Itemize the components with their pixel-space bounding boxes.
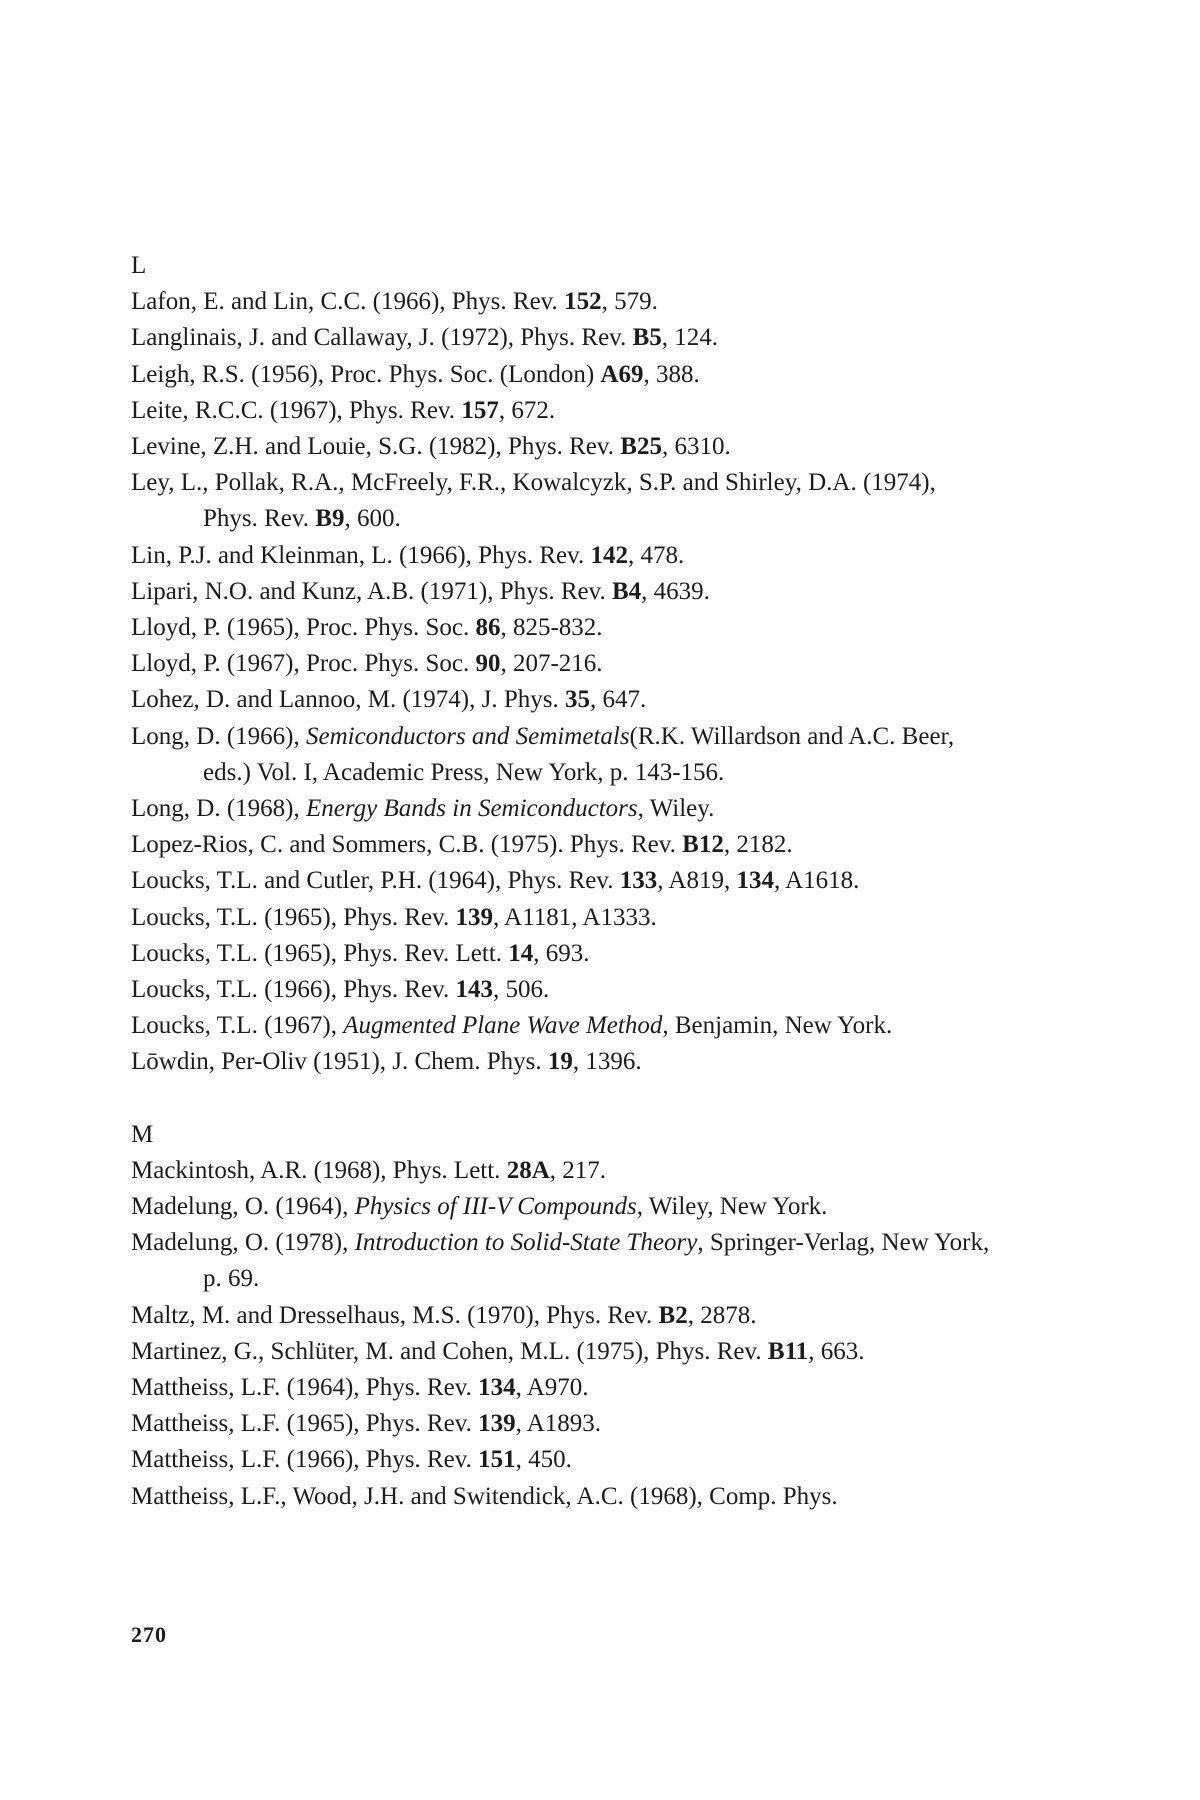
citation-text: , 478. <box>627 541 685 569</box>
citation-text: Loucks, T.L. and Cutler, P.H. (1964), Phys. Rev. <box>131 867 620 895</box>
reference-entry <box>131 646 991 682</box>
volume-number: B11 <box>767 1337 809 1365</box>
citation-text: (R.K. Willardson and A.C. Beer, eds.) Vol. I, Academic Press, New York, p. 143-156. <box>203 722 955 786</box>
citation-text: , A1893. <box>515 1410 602 1438</box>
reference-entry <box>131 682 991 718</box>
citation-text: Long, D. (1968), <box>131 795 306 823</box>
citation-text: Levine, Z.H. and Louie, S.G. (1982), Phys. Rev. <box>131 433 621 460</box>
volume-number: 143 <box>455 976 494 1004</box>
reference-entry <box>131 429 991 465</box>
volume-number: B5 <box>632 324 662 352</box>
book-title: Semiconductors and Semimetals <box>305 722 630 750</box>
citation-text: Loucks, T.L. (1965), Phys. Rev. <box>131 903 456 931</box>
citation-text: Lloyd, P. (1965), Proc. Phys. Soc. <box>131 614 476 642</box>
reference-entry <box>131 574 991 610</box>
citation-text: , Benjamin, New York. <box>662 1012 893 1040</box>
volume-number: B2 <box>658 1301 688 1329</box>
citation-text: , 2878. <box>687 1301 757 1329</box>
reference-entry <box>131 791 991 827</box>
citation-text: , 506. <box>493 976 550 1004</box>
citation-text: Martinez, G., Schlüter, M. and Cohen, M.L. (1975), Phys. Rev. <box>131 1337 768 1365</box>
reference-entry <box>131 465 991 537</box>
volume-number: B9 <box>315 505 345 533</box>
reference-entry <box>131 863 991 899</box>
citation-text: , Wiley, New York. <box>636 1193 828 1221</box>
citation-text: Lipari, N.O. and Kunz, A.B. (1971), Phys. Rev. <box>131 577 612 605</box>
citation-text: , 1396. <box>572 1048 642 1076</box>
citation-text: Lafon, E. and Lin, C.C. (1966), Phys. Rev. <box>131 288 565 316</box>
volume-number: 152 <box>564 288 602 316</box>
volume-number: B12 <box>682 831 724 859</box>
citation-text: , A970. <box>515 1374 589 1402</box>
reference-entry <box>131 1370 991 1406</box>
reference-entry <box>131 538 991 574</box>
volume-number: 133 <box>619 867 658 895</box>
volume-number: 151 <box>478 1446 516 1474</box>
volume-number: 35 <box>564 686 590 714</box>
reference-entry <box>131 393 991 429</box>
volume-number: 14 <box>508 939 534 967</box>
citation-text: , Springer-Verlag, New York, p. 69. <box>203 1229 990 1293</box>
citation-text: Leite, R.C.C. (1967), Phys. Rev. <box>131 396 462 424</box>
reference-entry <box>131 1334 991 1370</box>
citation-text: , 579. <box>601 288 658 316</box>
volume-number: 90 <box>475 650 501 678</box>
citation-text: , 217. <box>549 1156 606 1184</box>
citation-text: Mattheiss, L.F. (1966), Phys. Rev. <box>131 1446 479 1474</box>
reference-entry <box>131 972 991 1008</box>
page-number: 270 <box>131 1622 167 1647</box>
reference-entry <box>131 719 991 791</box>
citation-text: Mattheiss, L.F. (1964), Phys. Rev. <box>131 1374 479 1402</box>
reference-entry <box>131 1153 991 1189</box>
book-title: Introduction to Solid-State Theory <box>354 1229 698 1257</box>
volume-number: B25 <box>620 433 662 460</box>
citation-text: Lōwdin, Per-Oliv (1951), J. Chem. Phys. <box>131 1048 548 1076</box>
citation-text: Mackintosh, A.R. (1968), Phys. Lett. <box>131 1156 507 1184</box>
citation-text: Lohez, D. and Lannoo, M. (1974), J. Phys. <box>131 686 565 714</box>
reference-entry <box>131 320 991 356</box>
citation-text: Long, D. (1966), <box>131 722 306 750</box>
reference-entry <box>131 1044 991 1080</box>
citation-text: , 693. <box>533 939 590 967</box>
reference-entry <box>131 1189 991 1225</box>
citation-text: , 672. <box>498 396 556 424</box>
reference-entry <box>131 900 991 936</box>
volume-number: 139 <box>478 1410 516 1438</box>
reference-entry <box>131 1008 991 1044</box>
section-gap <box>131 1081 991 1117</box>
reference-entry <box>131 610 991 646</box>
reference-entry <box>131 284 991 320</box>
citation-text: Lopez-Rios, C. and Sommers, C.B. (1975). Phys. Rev. <box>131 831 683 859</box>
citation-text: , 388. <box>643 360 700 388</box>
volume-number: 86 <box>475 614 501 642</box>
volume-number: A69 <box>600 360 644 388</box>
reference-entry <box>131 1442 991 1478</box>
citation-text: Mattheiss, L.F., Wood, J.H. and Switendick, A.C. (1968), Comp. Phys. <box>131 1482 838 1510</box>
citation-text: Leigh, R.S. (1956), Proc. Phys. Soc. (London) <box>131 360 601 388</box>
volume-number: 142 <box>590 541 628 569</box>
volume-number: 19 <box>547 1048 573 1076</box>
citation-text: , 124. <box>661 324 718 352</box>
volume-number: 157 <box>461 396 499 424</box>
volume-number: 134 <box>478 1374 516 1402</box>
citation-text: , 207-216. <box>500 650 603 678</box>
reference-entry <box>131 936 991 972</box>
citation-text: , A1618. <box>773 867 860 895</box>
citation-text: Ley, L., Pollak, R.A., McFreely, F.R., Kowalcyzk, S.P. and Shirley, D.A. (1974), Phys. Rev. <box>131 469 936 533</box>
book-title: Energy Bands in Semiconductors <box>305 795 638 823</box>
reference-entry <box>131 1298 991 1334</box>
volume-number: B4 <box>611 577 642 605</box>
citation-text: Madelung, O. (1964), <box>131 1193 355 1221</box>
reference-entry <box>131 1479 991 1515</box>
citation-text: , 600. <box>344 505 401 533</box>
reference-entry <box>131 827 991 863</box>
citation-text: , 825-832. <box>500 614 603 642</box>
reference-entry <box>131 357 991 393</box>
citation-text: Maltz, M. and Dresselhaus, M.S. (1970), Phys. Rev. <box>131 1301 659 1329</box>
citation-text: Lloyd, P. (1967), Proc. Phys. Soc. <box>131 650 476 678</box>
citation-text: , Wiley. <box>637 795 715 823</box>
citation-text: Langlinais, J. and Callaway, J. (1972), Phys. Rev. <box>131 324 633 352</box>
citation-text: , A819, <box>657 867 737 895</box>
citation-text: , 2182. <box>723 831 793 859</box>
citation-text: Loucks, T.L. (1965), Phys. Rev. Lett. <box>131 939 509 967</box>
reference-list <box>131 248 991 1515</box>
volume-number: 134 <box>736 867 774 895</box>
section-letter: M <box>131 1120 154 1148</box>
citation-text: , 647. <box>589 686 647 714</box>
book-title: Augmented Plane Wave Method <box>343 1012 663 1040</box>
citation-text: Loucks, T.L. (1966), Phys. Rev. <box>131 976 456 1004</box>
volume-number: 28A <box>506 1156 550 1184</box>
citation-text: , 4639. <box>641 577 710 605</box>
citation-text: , 450. <box>515 1446 572 1474</box>
citation-text: Mattheiss, L.F. (1965), Phys. Rev. <box>131 1410 479 1438</box>
book-title: Physics of III-V Compounds <box>354 1193 637 1221</box>
reference-entry <box>131 1406 991 1442</box>
citation-text: Madelung, O. (1978), <box>131 1229 355 1257</box>
citation-text: Lin, P.J. and Kleinman, L. (1966), Phys. Rev. <box>131 541 591 569</box>
section-letter: L <box>131 252 147 279</box>
citation-text: , A1181, A1333. <box>493 903 657 931</box>
citation-text: Loucks, T.L. (1967), <box>131 1012 344 1040</box>
volume-number: 139 <box>455 903 494 931</box>
reference-entry <box>131 1225 991 1297</box>
citation-text: , 663. <box>808 1337 865 1365</box>
citation-text: , 6310. <box>661 433 731 460</box>
